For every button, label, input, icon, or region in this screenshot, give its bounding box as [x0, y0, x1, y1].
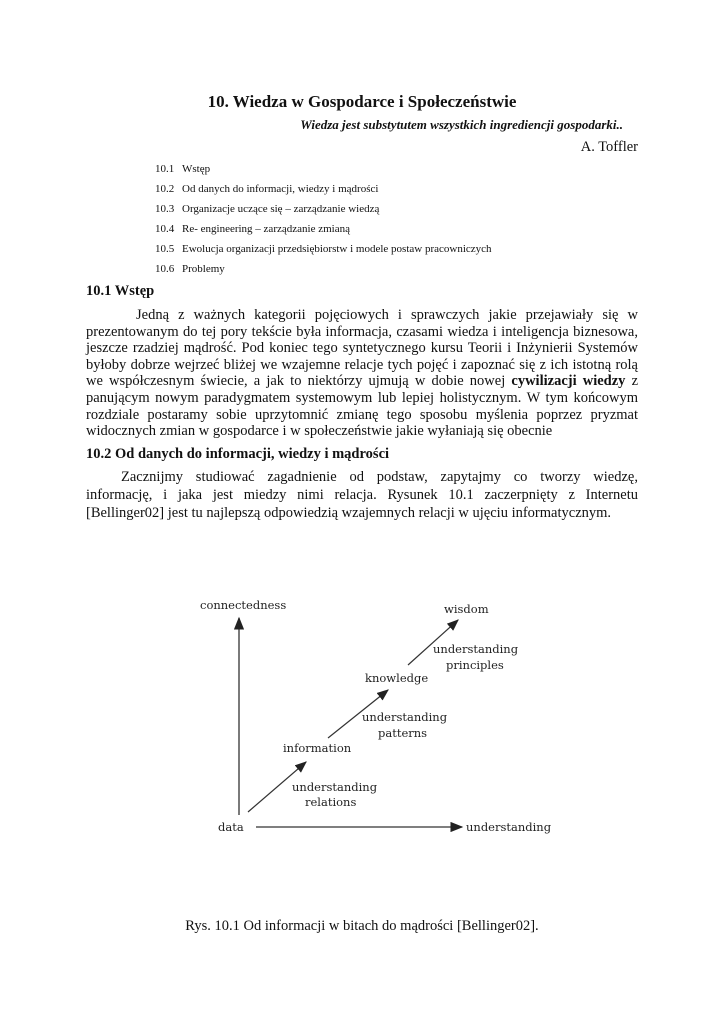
toc-num: 10.4 [155, 223, 175, 235]
paragraph-line: prezentowanym do tej pory tekście była informacja, czasami wiedza i inteligencja biznesowa, [86, 323, 638, 340]
paragraph-line: informację, i jaka jest miedzy nimi relacja. Rysunek 10.1 zaczerpnięty z Internetu [86, 487, 638, 503]
toc-label: Ewolucja organizacji przedsiębiorstw i modele postaw pracowniczych [182, 243, 492, 255]
epigraph-author: A. Toffler [580, 139, 638, 155]
paragraph-line: panującym nowym paradygmatem systemowym lub lepiej holistycznym. W tym końcowym [86, 390, 638, 406]
paragraph-line: rozdziale postaramy sobie uprzytomnić zmianę tego sposobu myślenia poprzez pryzmat [86, 406, 638, 423]
toc-label: Problemy [182, 263, 225, 275]
paragraph-line: Zacznijmy studiować zagadnienie od podstaw, zapytajmy co tworzy wiedzę, [121, 469, 638, 485]
patterns-label-1: understanding [362, 710, 448, 724]
chapter-title: 10. Wiedza w Gospodarce i Społeczeństwie [207, 92, 517, 111]
text-run: we współczesnym świecie, a jak to niektórzy ujmują w dobie nowej [86, 373, 512, 390]
paragraph-line: widocznych zmian w gospodarce i w społeczeństwie jakie wyłaniają się obecnie [86, 423, 553, 440]
knowledge-label: knowledge [365, 671, 429, 685]
toc-label: Od danych do informacji, wiedzy i mądrości [182, 183, 379, 195]
origin-label: data [218, 820, 244, 834]
toc-num: 10.5 [155, 243, 175, 255]
wisdom-label: wisdom [444, 602, 489, 616]
paragraph-line: [Bellinger02] jest tu najlepszą odpowiedzią wzajemnych relacji w ujęciu informatycznym. [86, 505, 612, 521]
principles-label-1: understanding [433, 642, 519, 656]
toc-num: 10.2 [155, 183, 175, 195]
paragraph-line: Jedną z ważnych kategorii pojęciowych i sprawczych jakie przejawiały się w [136, 307, 638, 323]
relations-label-1: understanding [292, 780, 378, 794]
patterns-label-2: patterns [378, 726, 428, 740]
x-axis-label: understanding [466, 820, 552, 834]
information-label: information [283, 741, 352, 755]
toc-label: Organizacje uczące się – zarządzanie wiedzą [182, 203, 380, 215]
text-run: z [625, 373, 639, 390]
paragraph-line: byłoby dobrze wejrzeć bliżej we wzajemne relacje tych pojęć i zapoznać się z ich istotną rolą [86, 356, 638, 373]
toc-label: Wstęp [182, 163, 211, 175]
figure-caption: Rys. 10.1 Od informacji w bitach do mądrości [Bellinger02]. [185, 918, 539, 934]
toc-num: 10.3 [155, 203, 175, 215]
bold-term: cywilizacji wiedzy [511, 373, 626, 390]
section-heading-2: 10.2 Od danych do informacji, wiedzy i mądrości [86, 446, 390, 462]
paragraph-line: jeszcze rzadziej mądrość. Pod koniec tego syntetycznego kursu Teorii i Inżynierii Systemów [86, 340, 638, 357]
principles-label-2: principles [446, 658, 504, 672]
toc-num: 10.6 [155, 263, 175, 275]
section-heading-1: 10.1 Wstęp [86, 283, 155, 299]
toc-num: 10.1 [155, 163, 175, 175]
y-axis-label: connectedness [200, 598, 287, 612]
toc-label: Re- engineering – zarządzanie zmianą [182, 223, 350, 235]
epigraph-quote: Wiedza jest substytutem wszystkich ingrediencji gospodarki.. [300, 117, 623, 132]
relations-label-2: relations [305, 795, 357, 809]
